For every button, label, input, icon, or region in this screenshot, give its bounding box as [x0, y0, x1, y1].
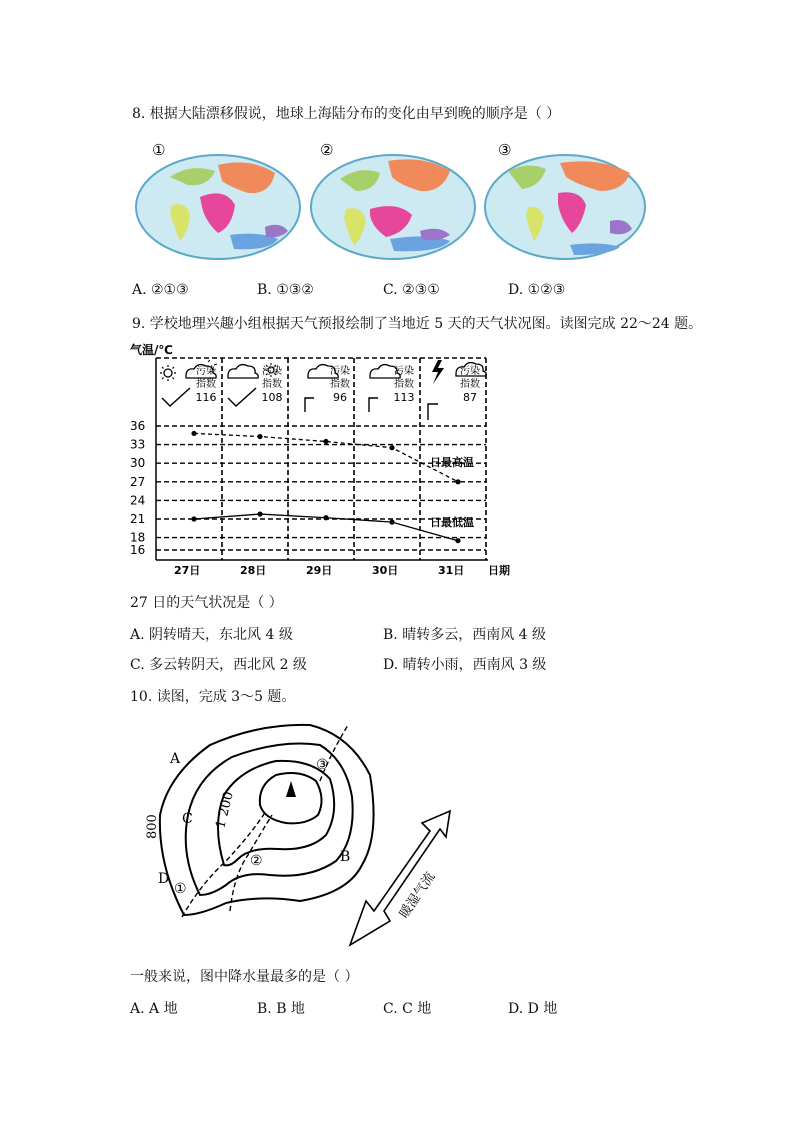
- pollution-label: 指数: [196, 379, 216, 390]
- y-tick-label: 16: [130, 543, 146, 557]
- y-tick-label: 18: [130, 530, 146, 545]
- q8-option-a[interactable]: A. ②①③: [132, 282, 189, 298]
- wind-barb-icon: [369, 398, 378, 412]
- wind-barb-icon: [428, 404, 438, 420]
- map-label-3: ③: [498, 141, 512, 159]
- pollution-label: 指数: [330, 379, 350, 390]
- drift-map-3: [485, 155, 645, 259]
- x-axis-label: 日期: [488, 564, 510, 577]
- q10-question: 一般来说，图中降水量最多的是（ ）: [130, 969, 359, 985]
- route-label-2: ②: [250, 853, 263, 869]
- pollution-index-value: 96: [333, 391, 347, 404]
- wind-barb-icon: [305, 398, 314, 412]
- min-temp-point: [323, 515, 328, 520]
- continental-drift-maps: [130, 135, 660, 265]
- max-temp-point: [455, 479, 460, 484]
- contour-label-800: 800: [145, 814, 160, 839]
- q10-option-c[interactable]: C. C 地: [383, 1001, 432, 1017]
- q9-option-a[interactable]: A. 阴转晴天，东北风 4 级: [130, 627, 293, 643]
- map-label-2: ②: [320, 141, 334, 159]
- point-label-d: D: [158, 871, 170, 887]
- weather-chart: [128, 340, 528, 580]
- arrow-label: 暖湿气流: [396, 869, 439, 922]
- pollution-label: 污染: [460, 366, 480, 377]
- route-label-3: ③: [316, 757, 329, 773]
- pollution-index-value: 116: [195, 391, 217, 404]
- y-tick-label: 33: [130, 437, 146, 452]
- q10-option-d[interactable]: D. D 地: [508, 1001, 558, 1017]
- q8-option-b[interactable]: B. ①③②: [257, 282, 314, 298]
- y-tick-label: 30: [130, 456, 146, 471]
- q9-stem: 9. 学校地理兴趣小组根据天气预报绘制了当地近 5 天的天气状况图。读图完成 22～24 题。: [132, 316, 703, 332]
- x-tick-label: 27日: [174, 564, 201, 577]
- pollution-label: 污染: [262, 366, 282, 377]
- y-tick-label: 36: [130, 419, 146, 433]
- min-temp-point: [257, 511, 262, 516]
- q10-stem: 10. 读图，完成 3～5 题。: [130, 689, 296, 705]
- y-tick-label: 27: [130, 474, 146, 489]
- y-tick-label: 24: [130, 493, 146, 508]
- x-tick-label: 28日: [240, 564, 267, 577]
- q9-option-b[interactable]: B. 晴转多云，西南风 4 级: [383, 627, 546, 643]
- wind-barb-icon: [228, 388, 256, 406]
- pollution-index-value: 113: [393, 391, 415, 404]
- pollution-label: 污染: [330, 366, 350, 377]
- y-tick-label: 21: [130, 512, 146, 526]
- x-tick-label: 30日: [372, 564, 399, 577]
- pollution-label: 污染: [196, 366, 216, 377]
- drift-map-2: [311, 155, 475, 259]
- legend-max-temp: 日最高温: [430, 456, 474, 469]
- pollution-label: 污染: [394, 366, 414, 377]
- point-label-a: A: [170, 751, 181, 767]
- q8-option-d[interactable]: D. ①②③: [508, 282, 566, 298]
- pollution-label: 指数: [394, 379, 414, 390]
- sun-icon: [160, 365, 176, 381]
- summit-icon: [286, 781, 296, 797]
- wind-barb-icon: [162, 388, 190, 406]
- pollution-label: 指数: [262, 379, 282, 390]
- pollution-label: 指数: [460, 379, 480, 390]
- max-temp-point: [257, 434, 262, 439]
- contour-label-1200: 1 200: [213, 790, 237, 830]
- q9-option-d[interactable]: D. 晴转小雨，西南风 3 级: [383, 657, 547, 673]
- x-tick-label: 31日: [438, 564, 465, 577]
- max-temp-point: [389, 445, 394, 450]
- y-axis-label: 气温/℃: [130, 343, 173, 357]
- q8-stem: 8. 根据大陆漂移假说，地球上海陆分布的变化由早到晚的顺序是（ ）: [132, 106, 561, 122]
- q9-question: 27 日的天气状况是（ ）: [130, 595, 283, 611]
- point-label-c: C: [182, 811, 193, 827]
- min-temp-point: [455, 538, 460, 543]
- q10-option-b[interactable]: B. B 地: [257, 1001, 305, 1017]
- point-label-b: B: [340, 849, 351, 865]
- max-temp-point: [191, 431, 196, 436]
- lightning-icon: [432, 360, 444, 384]
- map-label-1: ①: [152, 141, 166, 159]
- min-temp-point: [191, 516, 196, 521]
- drift-map-1: [136, 155, 300, 259]
- contour-map: [130, 715, 470, 955]
- min-temp-point: [389, 520, 394, 525]
- legend-min-temp: 日最低温: [430, 516, 474, 529]
- route-label-1: ①: [174, 881, 187, 897]
- max-temp-point: [323, 439, 328, 444]
- cloud-sun-icon: [228, 365, 258, 378]
- pollution-index-value: 87: [463, 391, 477, 404]
- q9-option-c[interactable]: C. 多云转阴天，西北风 2 级: [130, 657, 307, 673]
- q8-option-c[interactable]: C. ②③①: [383, 282, 440, 298]
- q10-option-a[interactable]: A. A 地: [130, 1001, 178, 1017]
- x-tick-label: 29日: [306, 564, 333, 577]
- pollution-index-value: 108: [261, 391, 283, 404]
